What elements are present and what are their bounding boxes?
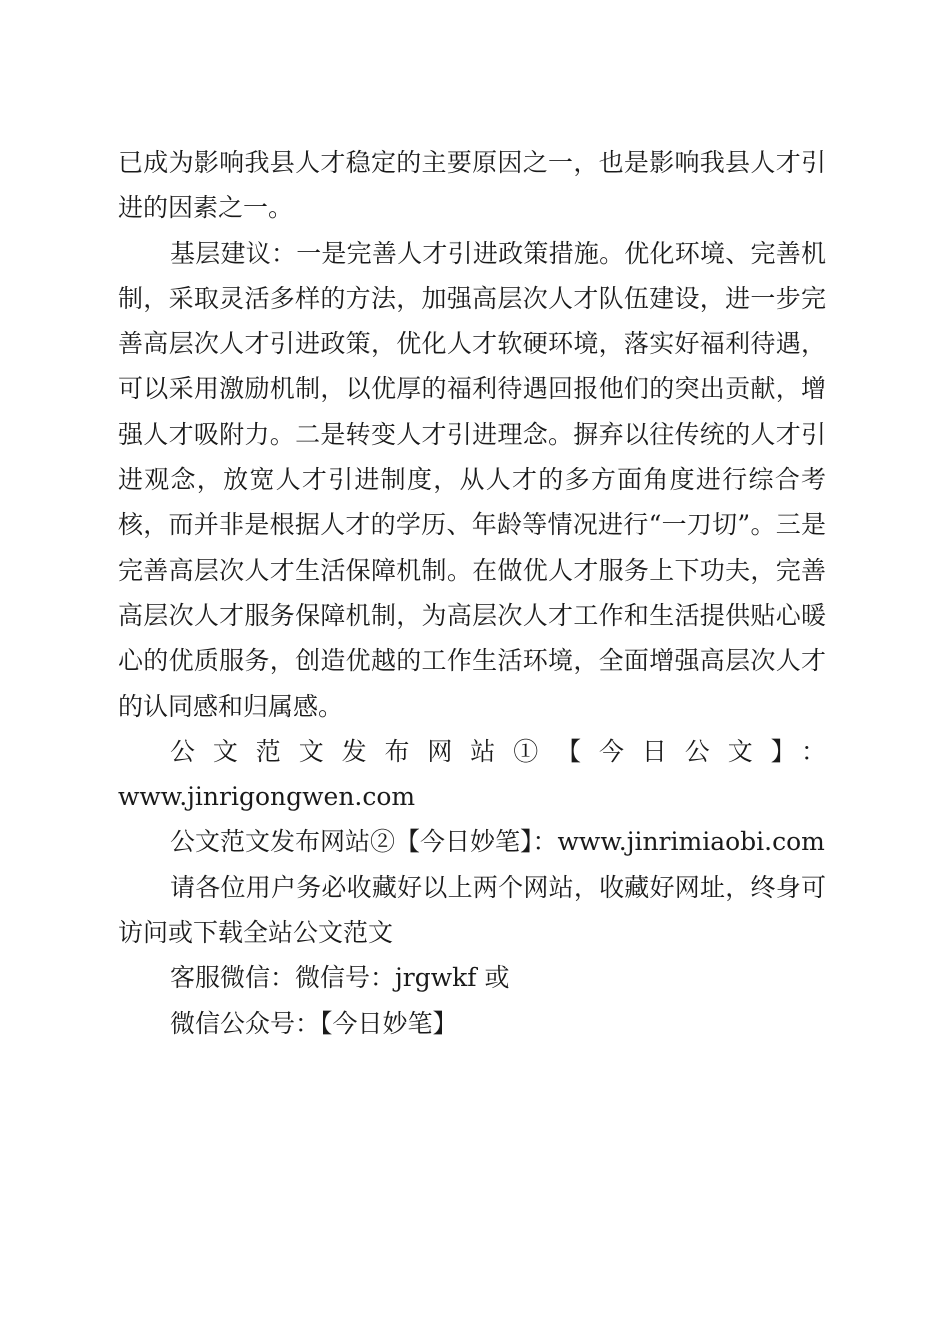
bookmark-notice: 请各位用户务必收藏好以上两个网站，收藏好网址，终身可访问或下载全站公文范文 — [118, 872, 826, 948]
document-page — [118, 140, 826, 1046]
wechat-service: 客服微信：微信号：jrgwkf 或 — [170, 963, 510, 993]
paragraph-grassroots-suggestions: 基层建议：一是完善人才引进政策措施。优化环境、完善机制，采取灵活多样的方法，加强高层次人才队伍建设，进一步完善高层次人才引进政策，优化人才软硬环境，落实好福利待遇，可以采用激励机制，以优厚的福利待遇回报他们的突出贡献，增强人才吸附力。二是转变人才引进理念。摒弃以往传统的人才引进观念，放宽人才引进制度，从人才的多方面角度进行综合考核，而并非是根据人才的学历、年龄等情况进行“一刀切”。三是完善高层次人才生活保障机制。在做优人才服务上下功夫，完善高层次人才服务保障机制，为高层次人才工作和生活提供贴心暖心的优质服务，创造优越的工作生活环境，全面增强高层次人才的认同感和归属感。 — [118, 238, 826, 721]
site1-url[interactable]: www.jinrigongwen.com — [118, 782, 416, 812]
wechat-official-account: 微信公众号：【今日妙笔】 — [170, 1008, 458, 1038]
site2-url[interactable]: www.jinrimiaobi.com — [557, 827, 825, 857]
site2-line — [118, 819, 826, 864]
paragraph-continuation: 已成为影响我县人才稳定的主要原因之一，也是影响我县人才引进的因素之一。 — [118, 148, 826, 223]
site2-label: 公文范文发布网站②【今日妙笔】： — [170, 827, 558, 857]
site1-label: 公文范文发布网站①【今日公文】： — [170, 736, 826, 766]
